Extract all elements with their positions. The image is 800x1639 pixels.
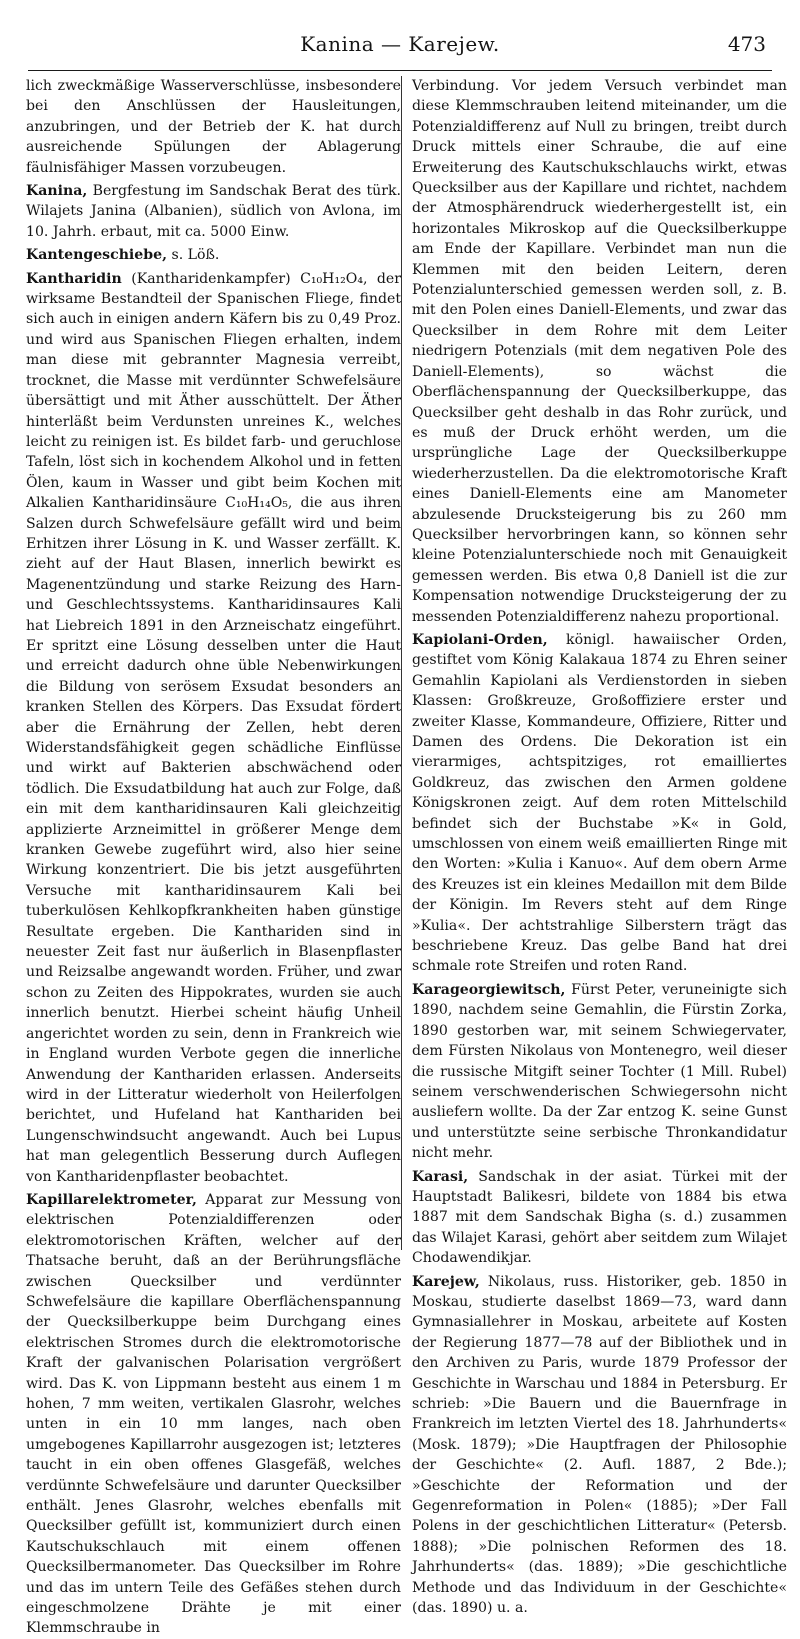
entry-headword: Kapiolani-Orden, — [412, 631, 548, 648]
entry-text: königl. hawaiischer Orden, gestiftet vom König Kalakaua 1874 zu Ehren seiner Gemahlin Kapiolani als Verdienstorden in sieben Klassen: Großkreuze, Großoffiziere erster und zweiter Klasse, Kommandeure, Offiziere, Ritter und Damen des Ordens. Die Dekoration ist ein vierarmiges, achtspitziges, rot emailliertes Goldkreuz, das zwischen den Armen goldene Königskronen zeigt. Auf dem roten Mittelschild befindet sich der Buchstabe »K« in Gold, umschlossen von einem weiß emaillierten Ringe mit den Worten: »Kulia i Kanuo«. Auf dem obern Arme des Kreuzes ist ein kleines Medaillon mit dem Bilde der Königin. Im Revers steht auf dem Ringe »Kulia«. Der achtstrahlige Silberstern trägt das beschriebene Kreuz. Das gelbe Band hat drei schmale rote Streifen und roten Rand. — [412, 631, 787, 975]
running-title: Kanina — Karejew. — [300, 32, 500, 56]
entry-text: Verbindung. Vor jedem Versuch verbindet man diese Klemmschrauben leitend miteinander, um die Potenzialdifferenz auf Null zu bringen, treibt durch Druck mittels einer Schraube, die auf eine Erweiterung des Kautschukschlauchs wirkt, etwas Quecksilber aus der Kapillare und richtet, nachdem der Atmosphärendruck wiederhergestellt ist, ein horizontales Mikroskop auf die Quecksilberkuppe am Ende der Kapillare. Verbindet man nun die Klemmen mit den beiden Leitern, deren Potenzialunterschied gemessen werden soll, z. B. mit den Polen eines Daniell-Elements, und zwar das Quecksilber in dem Rohre mit dem Leiter niedrigern Potenzials (mit dem negativen Pole des Daniell-Elements), so wächst die Oberflächenspannung der Quecksilberkuppe, das Quecksilber geht deshalb in das Rohr zurück, und es muß der Druck erhöht werden, um die ursprüngliche Lage der Quecksilberkuppe wiederherzustellen. Da die elektromotorische Kraft eines Daniell-Elements eine am Manometer abzulesende Drucksteigerung bis zu 260 mm Quecksilber hervorbringen kann, so können sehr kleine Potenzialunterschiede noch mit Genauigkeit gemessen werden. Bis etwa 0,8 Daniell ist die zur Kompensation notwendige Drucksteigerung der zu messenden Potenzialdifferenz nahezu proportional. — [412, 78, 787, 625]
entry-text: Bergfestung im Sandschak Berat des türk. Wilajets Janina (Albanien), südlich von Avlona, im 10. Jahrh. erbaut, mit ca. 5000 Einw. — [26, 183, 401, 240]
entry-text: lich zweckmäßige Wasserverschlüsse, insbesondere bei den Anschlüssen der Hausleitungen, anzubringen, und der Betrieb der K. hat durch ausreichende Spülungen der Ablagerung fäulnisfähiger Massen vorzubeugen. — [26, 78, 401, 176]
page-number: 473 — [727, 32, 766, 56]
header-rule — [28, 70, 772, 71]
entry-kantharidin — [26, 269, 401, 1187]
entry-headword: Kanina, — [26, 183, 88, 200]
entry-headword: Karageorgiewitsch, — [412, 981, 566, 998]
entry-karasi — [412, 1167, 787, 1269]
entry-headword: Kantharidin — [26, 270, 122, 287]
entry-text: (Kantharidenkampfer) C₁₀H₁₂O₄, der wirksame Bestandteil der Spanischen Fliege, findet sich auch in einigen andern Käfern bis zu 0,49 Proz. und wird aus Spanischen Fliegen erhalten, indem man diese mit gebrannter Magnesia verreibt, trocknet, die Masse mit verdünnter Schwefelsäure übersättigt und mit Äther ausschüttelt. Der Äther hinterläßt beim Verdunsten unreines K., welches leicht zu reinigen ist. Es bildet farb- und geruchlose Tafeln, löst sich in kochendem Alkohol und in fetten Ölen, kaum in Wasser und gibt beim Kochen mit Alkalien Kantharidinsäure C₁₀H₁₄O₅, die aus ihren Salzen durch Schwefelsäure gefällt wird und beim Erhitzen ihrer Lösung in K. und Wasser zerfällt. K. zieht auf der Haut Blasen, innerlich bewirkt es Magenentzündung und starke Reizung des Harn- und Geschlechtssystems. Kantharidinsaures Kali hat Liebreich 1891 in den Arzneischatz eingeführt. Er spritzt eine Lösung desselben unter die Haut und erreicht dadurch ohne üble Nebenwirkungen die Bildung von serösem Exsudat besonders an kranken Stellen des Körpers. Das Exsudat fördert aber die Ernährung der Zellen, hebt deren Widerstandsfähigkeit gegen schädliche Einflüsse und wirkt auf Bakterien abschwächend oder tödlich. Die Exsudatbildung hat auch zur Folge, daß ein mit dem kantharidinsauren Kali gleichzeitig applizierte Arzneimittel in größerer Menge dem kranken Gewebe zugeführt wird, also hier seine Wirkung konzentriert. Die bis jetzt ausgeführten Versuche mit kantharidinsaurem Kali bei tuberkulösen Kehlkopfkrankheiten haben günstige Resultate ergeben. Die Kanthariden sind in neuester Zeit fast nur äußerlich in Blasenpflaster und Reizsalbe angewandt worden. Früher, und zwar schon zu Zeiten des Hippokrates, wurden sie auch innerlich benutzt. Hierbei scheint häufig Unheil angerichtet worden zu sein, denn in Frankreich wie in England wurden Verbote gegen die innerliche Anwendung der Kanthariden erlassen. Anderseits wird in der Litteratur wiederholt von Heilerfolgen berichtet, und Hufeland hat Kanthariden bei Lungenschwindsucht angewandt. Auch bei Lupus hat man gelegentlich Besserung durch Auflegen von Kantharidenpflaster beobachtet. — [26, 270, 401, 1185]
entry-text: s. Löß. — [167, 247, 220, 264]
entry-headword: Kantengeschiebe, — [26, 247, 167, 264]
right-column — [412, 76, 787, 1617]
entry-kapillarelektrometer — [26, 1190, 401, 1639]
entry-karageorgiewitsch — [412, 980, 787, 1164]
entry-kanina — [26, 181, 401, 242]
entry-headword: Kapillarelektrometer, — [26, 1191, 197, 1208]
page-header — [28, 28, 772, 64]
entry-text: Sandschak in der asiat. Türkei mit der Hauptstadt Balikesri, bildete von 1884 bis etwa 1887 mit dem Sandschak Bigha (s. d.) zusammen das Wilajet Karasi, gehört aber seitdem zum Wilajet Chodawendikjar. — [412, 1168, 787, 1267]
entry-continuation-left — [26, 76, 401, 178]
entry-kantengeschiebe — [26, 245, 401, 265]
entry-headword: Karasi, — [412, 1168, 469, 1185]
left-column — [26, 76, 401, 1637]
entry-kapiolani-orden — [412, 630, 787, 977]
entry-text: Apparat zur Messung von elektrischen Potenzialdifferenzen oder elektromotorischen Kräften, welcher auf der Thatsache beruht, daß an der Berührungsfläche zwischen Quecksilber und verdünnter Schwefelsäure die kapillare Oberflächenspannung der Quecksilberkuppe beim Durchgang eines elektrischen Stromes durch die elektromotorische Kraft der galvanischen Polarisation vergrößert wird. Das K. von Lippmann besteht aus einem 1 m hohen, 7 mm weiten, vertikalen Glasrohr, welches unten in ein 10 mm langes, nach oben umgebogenes Kapillarrohr ausgezogen ist; letzteres taucht in ein oben offenes Glasgefäß, welches verdünnte Schwefelsäure und darunter Quecksilber enthält. Jenes Glasrohr, welches ebenfalls mit Quecksilber gefüllt ist, kommuniziert durch einen Kautschukschlauch mit einem offenen Quecksilbermanometer. Das Quecksilber im Rohre und das im untern Teile des Gefäßes stehen durch eingeschmolzene Drähte je mit einer Klemmschraube in — [26, 1191, 401, 1637]
entry-text: Fürst Peter, veruneinigte sich 1890, nachdem seine Gemahlin, die Fürstin Zorka, 1890 gestorben war, mit seinem Schwiegervater, dem Fürsten Nikolaus von Montenegro, weil dieser die russische Mitgift seiner Tochter (1 Mill. Rubel) seinem verschwenderischen Schwiegersohn nicht ausliefern wollte. Da der Zar entzog K. seine Gunst und unterstützte seine serbische Thronkandidatur nicht mehr. — [412, 981, 787, 1162]
entry-continuation-right — [412, 76, 787, 627]
entry-karejew — [412, 1272, 787, 1619]
entry-headword: Karejew, — [412, 1273, 480, 1290]
column-divider — [401, 76, 402, 1250]
entry-text: Nikolaus, russ. Historiker, geb. 1850 in Moskau, studierte daselbst 1869—73, ward dann Gymnasiallehrer in Moskau, arbeitete auf Kosten der Regierung 1877—78 auf der Bibliothek und in den Archiven zu Paris, wurde 1879 Professor der Geschichte in Warschau und 1884 in Petersburg. Er schrieb: »Die Bauern und die Bauernfrage in Frankreich im letzten Viertel des 18. Jahrhunderts« (Mosk. 1879); »Die Hauptfragen der Philosophie der Geschichte« (2. Aufl. 1887, 2 Bde.); »Geschichte der Reformation und der Gegenreformation in Polen« (1885); »Der Fall Polens in der geschichtlichen Litteratur« (Petersb. 1888); »Die polnischen Reformen des 18. Jahrhunderts« (das. 1889); »Die geschichtliche Methode und das Individuum in der Geschichte« (das. 1890) u. a. — [412, 1273, 787, 1617]
